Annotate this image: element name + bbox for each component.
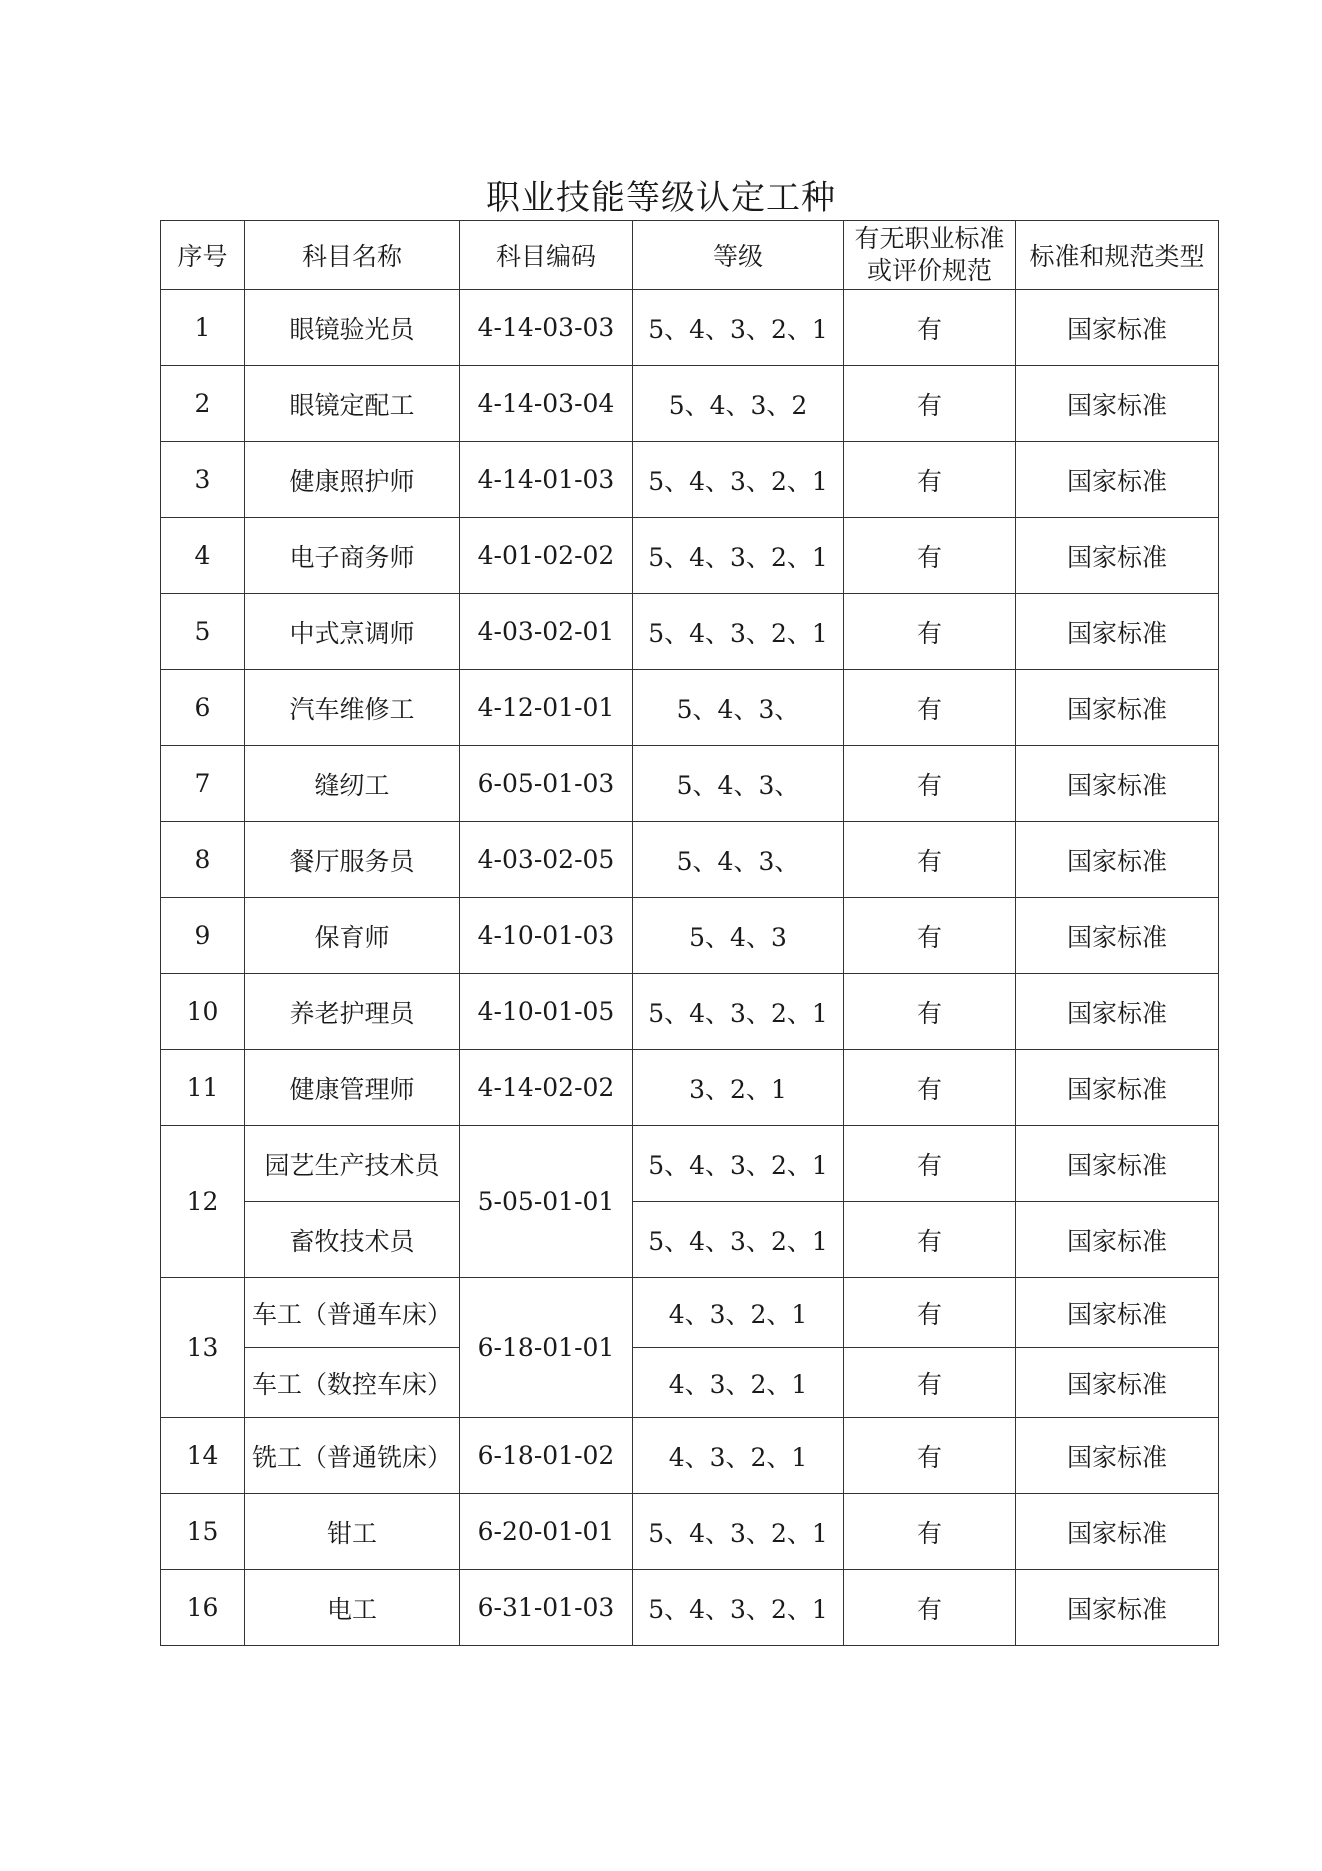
table-row: [161, 1126, 1219, 1202]
row-type: 国家标准: [1016, 1202, 1219, 1278]
table-row: [161, 822, 1219, 898]
row-standard: 有: [844, 746, 1016, 822]
table-row: [161, 746, 1219, 822]
row-type: 国家标准: [1016, 670, 1219, 746]
table-row: [161, 518, 1219, 594]
row-code: 4-14-02-02: [460, 1050, 633, 1126]
row-level: 5、4、3、2、1: [633, 518, 844, 594]
row-name: 缝纫工: [245, 746, 460, 822]
row-name: 汽车维修工: [245, 670, 460, 746]
row-type: 国家标准: [1016, 746, 1219, 822]
row-level: 5、4、3、2、1: [633, 1494, 844, 1570]
table-row: [161, 290, 1219, 366]
row-level: 5、4、3、2、1: [633, 974, 844, 1050]
row-seq: 3: [161, 442, 245, 518]
row-type: 国家标准: [1016, 1418, 1219, 1494]
row-level: 4、3、2、1: [633, 1348, 844, 1418]
row-code: 6-05-01-03: [460, 746, 633, 822]
row-type: 国家标准: [1016, 1494, 1219, 1570]
row-standard: 有: [844, 1126, 1016, 1202]
row-type: 国家标准: [1016, 1348, 1219, 1418]
row-seq: 2: [161, 366, 245, 442]
row-type: 国家标准: [1016, 1570, 1219, 1646]
row-seq: 8: [161, 822, 245, 898]
row-code: 5-05-01-01: [460, 1126, 633, 1278]
row-level: 3、2、1: [633, 1050, 844, 1126]
row-seq: 14: [161, 1418, 245, 1494]
table-row: [161, 1050, 1219, 1126]
row-code: 4-10-01-03: [460, 898, 633, 974]
row-type: 国家标准: [1016, 442, 1219, 518]
row-standard: 有: [844, 290, 1016, 366]
row-seq: 16: [161, 1570, 245, 1646]
row-level: 4、3、2、1: [633, 1278, 844, 1348]
row-standard: 有: [844, 1050, 1016, 1126]
row-code: 4-01-02-02: [460, 518, 633, 594]
row-standard: 有: [844, 1278, 1016, 1348]
page-title: 职业技能等级认定工种: [486, 178, 836, 218]
row-standard: 有: [844, 1570, 1016, 1646]
header-level: 等级: [633, 221, 844, 290]
row-name: 健康管理师: [245, 1050, 460, 1126]
row-standard: 有: [844, 1494, 1016, 1570]
row-code: 4-10-01-05: [460, 974, 633, 1050]
row-standard: 有: [844, 594, 1016, 670]
row-level: 5、4、3、: [633, 822, 844, 898]
row-standard: 有: [844, 974, 1016, 1050]
row-type: 国家标准: [1016, 974, 1219, 1050]
row-name: 铣工（普通铣床）: [245, 1418, 460, 1494]
row-level: 5、4、3、2、1: [633, 1126, 844, 1202]
row-standard: 有: [844, 442, 1016, 518]
row-code: 6-18-01-01: [460, 1278, 633, 1418]
table-row: [161, 974, 1219, 1050]
row-level: 5、4、3、2、1: [633, 290, 844, 366]
header-type: 标准和规范类型: [1016, 221, 1219, 290]
row-level: 5、4、3、2、1: [633, 1202, 844, 1278]
row-code: 6-18-01-02: [460, 1418, 633, 1494]
table-row: [161, 1418, 1219, 1494]
row-name: 畜牧技术员: [245, 1202, 460, 1278]
row-type: 国家标准: [1016, 366, 1219, 442]
row-name: 园艺生产技术员: [245, 1126, 460, 1202]
row-name: 电子商务师: [245, 518, 460, 594]
row-type: 国家标准: [1016, 1278, 1219, 1348]
row-seq: 4: [161, 518, 245, 594]
row-seq: 11: [161, 1050, 245, 1126]
row-type: 国家标准: [1016, 898, 1219, 974]
row-level: 5、4、3、: [633, 670, 844, 746]
row-seq: 15: [161, 1494, 245, 1570]
row-level: 5、4、3、: [633, 746, 844, 822]
row-name: 中式烹调师: [245, 594, 460, 670]
row-standard: 有: [844, 898, 1016, 974]
row-level: 5、4、3、2: [633, 366, 844, 442]
row-seq: 7: [161, 746, 245, 822]
row-code: 4-12-01-01: [460, 670, 633, 746]
row-seq: 6: [161, 670, 245, 746]
row-type: 国家标准: [1016, 822, 1219, 898]
row-type: 国家标准: [1016, 518, 1219, 594]
row-name: 餐厅服务员: [245, 822, 460, 898]
row-type: 国家标准: [1016, 1050, 1219, 1126]
table-row: [161, 1278, 1219, 1348]
row-standard: 有: [844, 670, 1016, 746]
row-seq: 10: [161, 974, 245, 1050]
row-name: 车工（普通车床）: [245, 1278, 460, 1348]
table-row: [161, 1348, 1219, 1418]
row-name: 电工: [245, 1570, 460, 1646]
row-code: 4-03-02-05: [460, 822, 633, 898]
row-type: 国家标准: [1016, 290, 1219, 366]
row-level: 5、4、3、2、1: [633, 594, 844, 670]
row-standard: 有: [844, 1348, 1016, 1418]
table-row: [161, 442, 1219, 518]
table-row: [161, 594, 1219, 670]
row-type: 国家标准: [1016, 594, 1219, 670]
row-code: 4-03-02-01: [460, 594, 633, 670]
row-seq: 12: [161, 1126, 245, 1278]
row-level: 5、4、3、2、1: [633, 1570, 844, 1646]
row-code: 4-14-01-03: [460, 442, 633, 518]
row-name: 养老护理员: [245, 974, 460, 1050]
table-row: [161, 1494, 1219, 1570]
row-code: 4-14-03-04: [460, 366, 633, 442]
row-name: 健康照护师: [245, 442, 460, 518]
occupation-table: [160, 220, 1219, 1646]
row-standard: 有: [844, 1202, 1016, 1278]
row-standard: 有: [844, 1418, 1016, 1494]
row-name: 眼镜定配工: [245, 366, 460, 442]
row-code: 6-20-01-01: [460, 1494, 633, 1570]
table-row: [161, 366, 1219, 442]
row-name: 钳工: [245, 1494, 460, 1570]
row-level: 4、3、2、1: [633, 1418, 844, 1494]
row-name: 眼镜验光员: [245, 290, 460, 366]
row-seq: 1: [161, 290, 245, 366]
row-seq: 13: [161, 1278, 245, 1418]
table-header-row: [161, 221, 1219, 290]
row-level: 5、4、3、2、1: [633, 442, 844, 518]
row-code: 6-31-01-03: [460, 1570, 633, 1646]
header-name: 科目名称: [245, 221, 460, 290]
row-type: 国家标准: [1016, 1126, 1219, 1202]
row-standard: 有: [844, 822, 1016, 898]
row-name: 车工（数控车床）: [245, 1348, 460, 1418]
header-seq: 序号: [161, 221, 245, 290]
row-name: 保育师: [245, 898, 460, 974]
row-seq: 5: [161, 594, 245, 670]
table-row: [161, 1202, 1219, 1278]
table-row: [161, 898, 1219, 974]
header-standard: 有无职业标准或评价规范: [844, 221, 1016, 290]
table-row: [161, 670, 1219, 746]
table-row: [161, 1570, 1219, 1646]
header-code: 科目编码: [460, 221, 633, 290]
row-seq: 9: [161, 898, 245, 974]
row-standard: 有: [844, 366, 1016, 442]
row-level: 5、4、3: [633, 898, 844, 974]
table-body: [161, 290, 1219, 1646]
row-standard: 有: [844, 518, 1016, 594]
row-code: 4-14-03-03: [460, 290, 633, 366]
